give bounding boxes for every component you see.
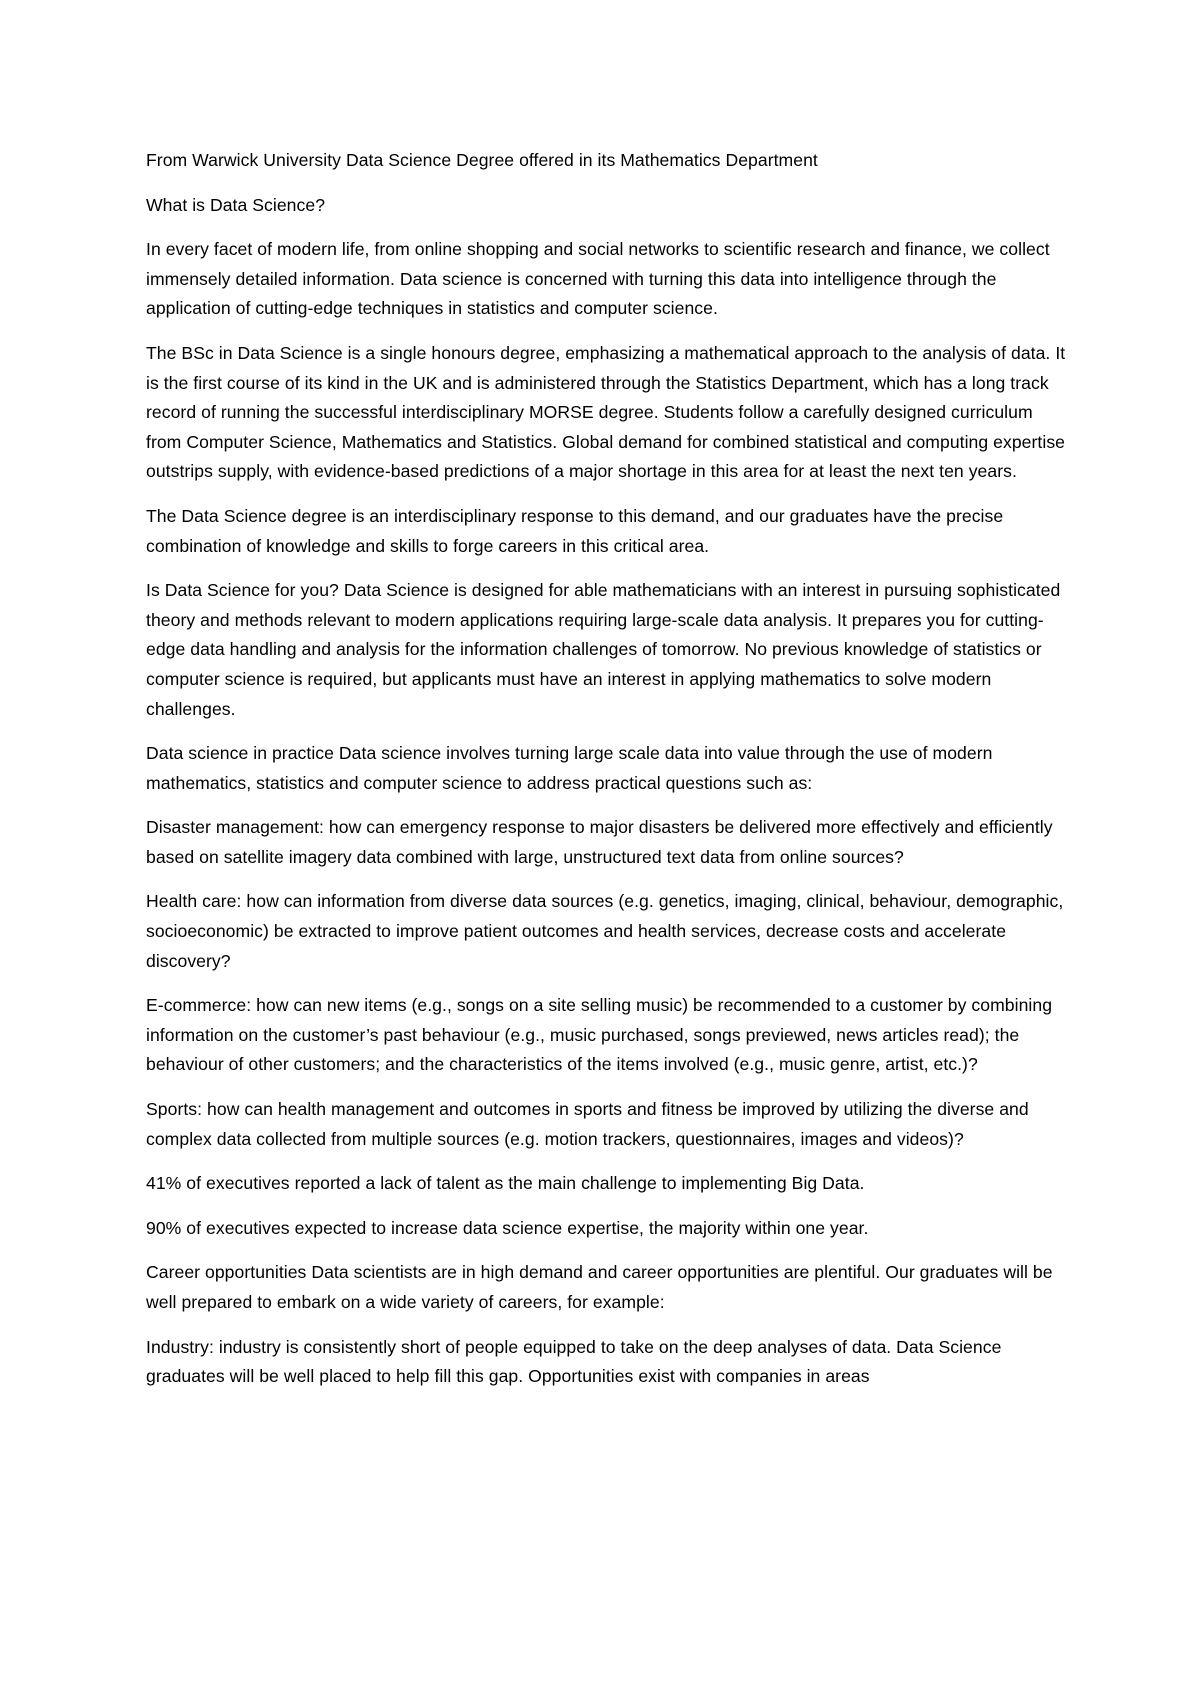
paragraph-career-opportunities: Career opportunities Data scientists are in high demand and career opportunities are plentiful. Our graduates will be well prepared to embark on a wide variety of careers, for example: bbox=[146, 1262, 1053, 1312]
paragraph-is-data-science-for-you: Is Data Science for you? Data Science is designed for able mathematicians with an interest in pursuing sophisticated theory and methods relevant to modern applications requiring large-scale data analysis. It prepares you for cutting-edge data handling and analysis for the information challenges of tomorrow. No previous knowledge of statistics or computer science is required, but applicants must have an interest in applying mathematics to solve modern challenges. bbox=[146, 580, 1061, 719]
paragraph-industry: Industry: industry is consistently short of people equipped to take on the deep analyses of data. Data Science graduates will be well placed to help fill this gap. Opportunities exist with companies in areas bbox=[146, 1336, 1002, 1387]
section-heading-what-is-data-science: What is Data Science? bbox=[146, 194, 326, 215]
document-body bbox=[146, 146, 1066, 1407]
paragraph-intro: In every facet of modern life, from online shopping and social networks to scientific research and finance, we collect immensely detailed information. Data science is concerned with turning this data into intelligence through the application of cutting-edge techniques in statistics and computer science. bbox=[146, 239, 1050, 319]
document-source-line: From Warwick University Data Science Degree offered in its Mathematics Department bbox=[146, 150, 818, 170]
paragraph-bsc-overview: The BSc in Data Science is a single honours degree, emphasizing a mathematical approach to the analysis of data. It is the first course of its kind in the UK and is administered through the Statistics Department, which has a long track record of running the successful interdisciplinary MORSE degree. Students follow a carefully designed curriculum from Computer Science, Mathematics and Statistics. Global demand for combined statistical and computing expertise outstrips supply, with evidence-based predictions of a major shortage in this area for at least the next ten years. bbox=[146, 342, 1066, 482]
paragraph-stat-expertise: 90% of executives expected to increase data science expertise, the majority within one year. bbox=[146, 1217, 869, 1238]
paragraph-interdisciplinary-response: The Data Science degree is an interdisciplinary response to this demand, and our graduates have the precise combination of knowledge and skills to forge careers in this critical area. bbox=[146, 505, 1004, 556]
paragraph-stat-talent: 41% of executives reported a lack of talent as the main challenge to implementing Big Data. bbox=[146, 1173, 865, 1194]
paragraph-health-care: Health care: how can information from diverse data sources (e.g. genetics, imaging, clinical, behaviour, demographic, socioeconomic) be extracted to improve patient outcomes and health services, decrease costs and accelerate discovery? bbox=[146, 891, 1064, 971]
paragraph-sports: Sports: how can health management and outcomes in sports and fitness be improved by utilizing the diverse and complex data collected from multiple sources (e.g. motion trackers, questionnaires, images and videos)? bbox=[146, 1099, 1029, 1149]
paragraph-data-science-in-practice: Data science in practice Data science involves turning large scale data into value through the use of modern mathematics, statistics and computer science to address practical questions such as: bbox=[146, 743, 993, 793]
paragraph-e-commerce: E-commerce: how can new items (e.g., songs on a site selling music) be recommended to a customer by combining information on the customer’s past behaviour (e.g., music purchased, songs previewed, news articles read); the behaviour of other customers; and the characteristics of the items involved (e.g., music genre, artist, etc.)? bbox=[146, 995, 1053, 1075]
paragraph-disaster-management: Disaster management: how can emergency response to major disasters be delivered more effectively and efficiently based on satellite imagery data combined with large, unstructured text data from online sources? bbox=[146, 817, 1053, 867]
